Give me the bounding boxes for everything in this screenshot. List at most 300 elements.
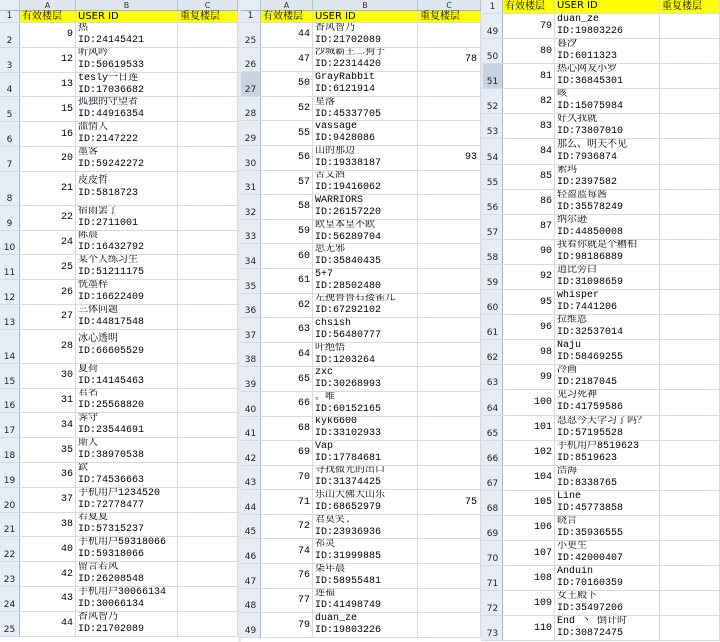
floor-cell[interactable]: 105 <box>503 491 555 515</box>
duplicate-floor-cell[interactable]: 75 <box>418 490 481 514</box>
floor-cell[interactable]: 83 <box>503 114 555 138</box>
user-id-cell[interactable] <box>555 390 660 414</box>
duplicate-floor-cell[interactable] <box>418 171 481 195</box>
duplicate-floor-cell[interactable] <box>660 14 720 38</box>
user-id-cell[interactable] <box>313 392 418 416</box>
user-id-cell[interactable] <box>555 165 660 189</box>
user-id-cell[interactable] <box>313 269 418 293</box>
duplicate-floor-cell[interactable] <box>178 562 238 586</box>
row-number[interactable]: 6 <box>0 122 20 146</box>
row-number[interactable]: 2 <box>0 23 20 47</box>
user-id-cell[interactable] <box>555 39 660 63</box>
user-id-cell[interactable] <box>313 294 418 318</box>
user-id-cell[interactable] <box>76 231 178 255</box>
row-number[interactable]: 21 <box>0 513 20 537</box>
column-letter-a[interactable]: A <box>261 0 313 10</box>
user-id-cell[interactable] <box>76 48 178 72</box>
row-number[interactable]: 59 <box>483 265 503 289</box>
duplicate-floor-cell[interactable] <box>418 294 481 318</box>
duplicate-floor-cell[interactable] <box>660 114 720 138</box>
duplicate-floor-cell[interactable] <box>660 165 720 189</box>
user-id-cell[interactable] <box>76 513 178 537</box>
duplicate-floor-cell[interactable] <box>418 417 481 441</box>
user-id-cell[interactable] <box>555 516 660 540</box>
user-id-cell[interactable] <box>313 367 418 391</box>
row-number[interactable]: 9 <box>0 206 20 230</box>
user-id-cell[interactable] <box>555 14 660 38</box>
user-id-cell[interactable] <box>555 566 660 590</box>
floor-cell[interactable]: 55 <box>261 121 313 145</box>
duplicate-floor-cell[interactable] <box>178 438 238 462</box>
user-id-cell[interactable] <box>313 171 418 195</box>
duplicate-floor-cell[interactable]: 93 <box>418 146 481 170</box>
row-number[interactable]: 23 <box>0 562 20 586</box>
user-id-cell[interactable] <box>76 73 178 97</box>
duplicate-floor-cell[interactable] <box>418 515 481 539</box>
floor-cell[interactable]: 102 <box>503 441 555 465</box>
duplicate-floor-cell[interactable] <box>418 343 481 367</box>
floor-cell[interactable]: 101 <box>503 416 555 440</box>
row-number[interactable]: 55 <box>483 165 503 189</box>
row-number[interactable]: 29 <box>241 121 261 145</box>
header-cell-floor[interactable]: 有效楼层 <box>503 0 555 13</box>
duplicate-floor-cell[interactable] <box>178 231 238 255</box>
row-number[interactable]: 40 <box>241 392 261 416</box>
row-number[interactable]: 25 <box>241 23 261 47</box>
row-number[interactable]: 36 <box>241 294 261 318</box>
user-id-cell[interactable] <box>313 48 418 72</box>
duplicate-floor-cell[interactable] <box>178 122 238 146</box>
column-letter-a[interactable]: A <box>20 0 76 10</box>
user-id-cell[interactable] <box>555 190 660 214</box>
floor-cell[interactable]: 60 <box>261 244 313 268</box>
floor-cell[interactable]: 37 <box>20 488 76 512</box>
user-id-cell[interactable] <box>555 89 660 113</box>
duplicate-floor-cell[interactable] <box>418 269 481 293</box>
user-id-cell[interactable] <box>313 146 418 170</box>
user-id-cell[interactable] <box>76 587 178 611</box>
floor-cell[interactable]: 30 <box>20 364 76 388</box>
user-id-cell[interactable] <box>313 417 418 441</box>
floor-cell[interactable]: 104 <box>503 466 555 490</box>
duplicate-floor-cell[interactable] <box>660 39 720 63</box>
user-id-cell[interactable] <box>76 23 178 47</box>
duplicate-floor-cell[interactable] <box>178 330 238 363</box>
row-number[interactable]: 48 <box>241 589 261 613</box>
duplicate-floor-cell[interactable] <box>418 564 481 588</box>
duplicate-floor-cell[interactable] <box>660 441 720 465</box>
floor-cell[interactable]: 95 <box>503 290 555 314</box>
user-id-cell[interactable] <box>76 438 178 462</box>
row-number[interactable]: 46 <box>241 539 261 563</box>
row-number[interactable]: 1 <box>483 0 503 13</box>
row-number[interactable]: 67 <box>483 466 503 490</box>
row-number[interactable]: 56 <box>483 190 503 214</box>
duplicate-floor-cell[interactable] <box>178 537 238 561</box>
floor-cell[interactable]: 72 <box>261 515 313 539</box>
duplicate-floor-cell[interactable] <box>418 97 481 121</box>
floor-cell[interactable]: 42 <box>20 562 76 586</box>
duplicate-floor-cell[interactable] <box>178 305 238 329</box>
row-number[interactable]: 44 <box>241 490 261 514</box>
user-id-cell[interactable] <box>313 220 418 244</box>
duplicate-floor-cell[interactable] <box>178 587 238 611</box>
row-number[interactable]: 16 <box>0 389 20 413</box>
duplicate-floor-cell[interactable] <box>178 73 238 97</box>
duplicate-floor-cell[interactable] <box>660 290 720 314</box>
user-id-cell[interactable] <box>555 114 660 138</box>
header-cell-user-id[interactable]: USER ID <box>555 0 660 13</box>
user-id-cell[interactable] <box>313 343 418 367</box>
user-id-cell[interactable] <box>76 305 178 329</box>
user-id-cell[interactable] <box>76 280 178 304</box>
row-number[interactable]: 47 <box>241 564 261 588</box>
row-number[interactable]: 52 <box>483 89 503 113</box>
user-id-cell[interactable] <box>555 215 660 239</box>
floor-cell[interactable]: 108 <box>503 566 555 590</box>
user-id-cell[interactable] <box>555 139 660 163</box>
floor-cell[interactable]: 76 <box>261 564 313 588</box>
floor-cell[interactable]: 47 <box>261 48 313 72</box>
floor-cell[interactable]: 82 <box>503 89 555 113</box>
floor-cell[interactable]: 26 <box>20 280 76 304</box>
floor-cell[interactable]: 35 <box>20 438 76 462</box>
user-id-cell[interactable] <box>313 97 418 121</box>
row-number[interactable]: 24 <box>0 587 20 611</box>
row-number[interactable]: 62 <box>483 340 503 364</box>
user-id-cell[interactable] <box>313 466 418 490</box>
user-id-cell[interactable] <box>555 416 660 440</box>
row-number[interactable]: 37 <box>241 318 261 342</box>
row-number[interactable]: 50 <box>483 39 503 63</box>
floor-cell[interactable]: 43 <box>20 587 76 611</box>
duplicate-floor-cell[interactable] <box>418 466 481 490</box>
user-id-cell[interactable] <box>313 539 418 563</box>
user-id-cell[interactable] <box>76 612 178 636</box>
row-number[interactable]: 8 <box>0 172 20 205</box>
duplicate-floor-cell[interactable] <box>660 139 720 163</box>
duplicate-floor-cell[interactable] <box>660 365 720 389</box>
user-id-cell[interactable] <box>555 541 660 565</box>
row-number[interactable]: 64 <box>483 390 503 414</box>
floor-cell[interactable]: 44 <box>261 23 313 47</box>
duplicate-floor-cell[interactable] <box>418 318 481 342</box>
floor-cell[interactable]: 38 <box>20 513 76 537</box>
row-number[interactable]: 68 <box>483 491 503 515</box>
floor-cell[interactable]: 81 <box>503 64 555 88</box>
floor-cell[interactable]: 87 <box>503 215 555 239</box>
row-number[interactable]: 45 <box>241 515 261 539</box>
row-number[interactable]: 27 <box>241 72 261 96</box>
user-id-cell[interactable] <box>555 616 660 640</box>
floor-cell[interactable]: 13 <box>20 73 76 97</box>
row-number[interactable]: 51 <box>483 64 503 88</box>
row-number[interactable]: 72 <box>483 591 503 615</box>
user-id-cell[interactable] <box>313 564 418 588</box>
row-number[interactable]: 30 <box>241 146 261 170</box>
floor-cell[interactable]: 44 <box>20 612 76 636</box>
floor-cell[interactable]: 63 <box>261 318 313 342</box>
floor-cell[interactable]: 84 <box>503 139 555 163</box>
floor-cell[interactable]: 70 <box>261 466 313 490</box>
row-number[interactable]: 25 <box>0 612 20 636</box>
duplicate-floor-cell[interactable] <box>418 589 481 613</box>
row-number[interactable]: 12 <box>0 280 20 304</box>
floor-cell[interactable]: 98 <box>503 340 555 364</box>
floor-cell[interactable]: 50 <box>261 72 313 96</box>
row-number[interactable]: 53 <box>483 114 503 138</box>
user-id-cell[interactable] <box>76 413 178 437</box>
duplicate-floor-cell[interactable] <box>178 147 238 171</box>
duplicate-floor-cell[interactable] <box>660 315 720 339</box>
user-id-cell[interactable] <box>76 122 178 146</box>
user-id-cell[interactable] <box>313 515 418 539</box>
duplicate-floor-cell[interactable] <box>418 72 481 96</box>
row-number[interactable]: 14 <box>0 330 20 363</box>
floor-cell[interactable]: 74 <box>261 539 313 563</box>
user-id-cell[interactable] <box>76 255 178 279</box>
duplicate-floor-cell[interactable] <box>660 566 720 590</box>
duplicate-floor-cell[interactable] <box>418 392 481 416</box>
duplicate-floor-cell[interactable] <box>660 390 720 414</box>
user-id-cell[interactable] <box>313 121 418 145</box>
row-number[interactable]: 7 <box>0 147 20 171</box>
floor-cell[interactable]: 12 <box>20 48 76 72</box>
floor-cell[interactable]: 31 <box>20 389 76 413</box>
duplicate-floor-cell[interactable] <box>178 255 238 279</box>
header-cell-floor[interactable]: 有效楼层 <box>20 11 76 22</box>
user-id-cell[interactable] <box>76 463 178 487</box>
floor-cell[interactable]: 58 <box>261 195 313 219</box>
duplicate-floor-cell[interactable] <box>178 280 238 304</box>
floor-cell[interactable]: 85 <box>503 165 555 189</box>
row-number[interactable]: 3 <box>0 48 20 72</box>
floor-cell[interactable]: 25 <box>20 255 76 279</box>
duplicate-floor-cell[interactable] <box>660 190 720 214</box>
row-number[interactable]: 10 <box>0 231 20 255</box>
row-number[interactable]: 1 <box>241 11 261 22</box>
user-id-cell[interactable] <box>555 441 660 465</box>
floor-cell[interactable]: 80 <box>503 39 555 63</box>
duplicate-floor-cell[interactable] <box>660 466 720 490</box>
floor-cell[interactable]: 15 <box>20 97 76 121</box>
duplicate-floor-cell[interactable] <box>660 541 720 565</box>
duplicate-floor-cell[interactable] <box>178 612 238 636</box>
user-id-cell[interactable] <box>555 290 660 314</box>
row-number[interactable]: 57 <box>483 215 503 239</box>
duplicate-floor-cell[interactable] <box>418 220 481 244</box>
duplicate-floor-cell[interactable] <box>660 516 720 540</box>
user-id-cell[interactable] <box>313 589 418 613</box>
floor-cell[interactable]: 110 <box>503 616 555 640</box>
row-number[interactable]: 63 <box>483 365 503 389</box>
column-letter-c[interactable]: C <box>418 0 481 10</box>
row-number[interactable]: 58 <box>483 240 503 264</box>
column-letter-b[interactable]: B <box>313 0 418 10</box>
row-number[interactable]: 41 <box>241 417 261 441</box>
floor-cell[interactable]: 56 <box>261 146 313 170</box>
floor-cell[interactable]: 90 <box>503 240 555 264</box>
row-number[interactable]: 35 <box>241 269 261 293</box>
floor-cell[interactable]: 69 <box>261 441 313 465</box>
duplicate-floor-cell[interactable] <box>660 416 720 440</box>
user-id-cell[interactable] <box>555 340 660 364</box>
row-number[interactable]: 28 <box>241 97 261 121</box>
row-number[interactable]: 69 <box>483 516 503 540</box>
duplicate-floor-cell[interactable] <box>418 244 481 268</box>
floor-cell[interactable]: 16 <box>20 122 76 146</box>
row-number[interactable]: 31 <box>241 171 261 195</box>
floor-cell[interactable]: 106 <box>503 516 555 540</box>
user-id-cell[interactable] <box>76 562 178 586</box>
header-cell-duplicate[interactable]: 重复楼层 <box>660 0 720 13</box>
row-number[interactable]: 22 <box>0 537 20 561</box>
user-id-cell[interactable] <box>76 147 178 171</box>
duplicate-floor-cell[interactable] <box>178 206 238 230</box>
row-number[interactable]: 73 <box>483 616 503 640</box>
duplicate-floor-cell[interactable] <box>660 491 720 515</box>
floor-cell[interactable]: 22 <box>20 206 76 230</box>
floor-cell[interactable]: 107 <box>503 541 555 565</box>
header-cell-duplicate[interactable]: 重复楼层 <box>418 11 481 22</box>
floor-cell[interactable]: 77 <box>261 589 313 613</box>
row-number[interactable]: 26 <box>241 48 261 72</box>
duplicate-floor-cell[interactable] <box>178 172 238 205</box>
user-id-cell[interactable] <box>555 365 660 389</box>
row-number[interactable]: 19 <box>0 463 20 487</box>
row-number[interactable]: 42 <box>241 441 261 465</box>
duplicate-floor-cell[interactable] <box>418 613 481 637</box>
floor-cell[interactable]: 99 <box>503 365 555 389</box>
floor-cell[interactable]: 71 <box>261 490 313 514</box>
header-cell-user-id[interactable]: USER ID <box>76 11 178 22</box>
duplicate-floor-cell[interactable] <box>660 89 720 113</box>
row-number[interactable]: 49 <box>483 14 503 38</box>
row-number[interactable]: 15 <box>0 364 20 388</box>
row-number[interactable]: 20 <box>0 488 20 512</box>
column-letter-c[interactable]: C <box>178 0 238 10</box>
user-id-cell[interactable] <box>76 488 178 512</box>
row-number[interactable]: 11 <box>0 255 20 279</box>
duplicate-floor-cell[interactable] <box>660 265 720 289</box>
user-id-cell[interactable] <box>76 364 178 388</box>
floor-cell[interactable]: 109 <box>503 591 555 615</box>
user-id-cell[interactable] <box>555 591 660 615</box>
header-cell-duplicate[interactable]: 重复楼层 <box>178 11 238 22</box>
duplicate-floor-cell[interactable] <box>178 488 238 512</box>
row-number[interactable]: 66 <box>483 441 503 465</box>
duplicate-floor-cell[interactable] <box>418 367 481 391</box>
row-number[interactable]: 1 <box>0 11 20 22</box>
duplicate-floor-cell[interactable] <box>178 513 238 537</box>
duplicate-floor-cell[interactable] <box>418 121 481 145</box>
header-cell-user-id[interactable]: USER ID <box>313 11 418 22</box>
row-number[interactable]: 65 <box>483 416 503 440</box>
duplicate-floor-cell[interactable] <box>178 463 238 487</box>
user-id-cell[interactable] <box>555 240 660 264</box>
user-id-cell[interactable] <box>555 491 660 515</box>
duplicate-floor-cell[interactable] <box>660 340 720 364</box>
floor-cell[interactable]: 40 <box>20 537 76 561</box>
user-id-cell[interactable] <box>76 97 178 121</box>
duplicate-floor-cell[interactable] <box>660 591 720 615</box>
floor-cell[interactable]: 79 <box>503 14 555 38</box>
floor-cell[interactable]: 52 <box>261 97 313 121</box>
row-number[interactable]: 61 <box>483 315 503 339</box>
user-id-cell[interactable] <box>313 490 418 514</box>
user-id-cell[interactable] <box>555 265 660 289</box>
row-number[interactable]: 43 <box>241 466 261 490</box>
floor-cell[interactable]: 9 <box>20 23 76 47</box>
floor-cell[interactable]: 65 <box>261 367 313 391</box>
user-id-cell[interactable] <box>313 195 418 219</box>
user-id-cell[interactable] <box>313 244 418 268</box>
column-letter-b[interactable]: B <box>76 0 178 10</box>
row-number[interactable]: 38 <box>241 343 261 367</box>
user-id-cell[interactable] <box>313 72 418 96</box>
row-number[interactable]: 18 <box>0 438 20 462</box>
floor-cell[interactable]: 34 <box>20 413 76 437</box>
floor-cell[interactable]: 61 <box>261 269 313 293</box>
user-id-cell[interactable] <box>76 206 178 230</box>
user-id-cell[interactable] <box>76 330 178 363</box>
user-id-cell[interactable] <box>555 466 660 490</box>
row-number[interactable]: 71 <box>483 566 503 590</box>
row-number[interactable]: 34 <box>241 244 261 268</box>
floor-cell[interactable]: 62 <box>261 294 313 318</box>
row-number[interactable]: 54 <box>483 139 503 163</box>
duplicate-floor-cell[interactable] <box>418 195 481 219</box>
floor-cell[interactable]: 64 <box>261 343 313 367</box>
row-number[interactable]: 33 <box>241 220 261 244</box>
floor-cell[interactable]: 68 <box>261 417 313 441</box>
user-id-cell[interactable] <box>313 23 418 47</box>
row-number[interactable]: 13 <box>0 305 20 329</box>
floor-cell[interactable]: 66 <box>261 392 313 416</box>
floor-cell[interactable]: 28 <box>20 330 76 363</box>
duplicate-floor-cell[interactable] <box>660 616 720 640</box>
floor-cell[interactable]: 57 <box>261 171 313 195</box>
duplicate-floor-cell[interactable] <box>418 441 481 465</box>
row-number[interactable]: 32 <box>241 195 261 219</box>
floor-cell[interactable]: 100 <box>503 390 555 414</box>
user-id-cell[interactable] <box>313 613 418 637</box>
duplicate-floor-cell[interactable] <box>178 23 238 47</box>
duplicate-floor-cell[interactable] <box>178 97 238 121</box>
duplicate-floor-cell[interactable] <box>660 215 720 239</box>
user-id-cell[interactable] <box>313 318 418 342</box>
floor-cell[interactable]: 86 <box>503 190 555 214</box>
floor-cell[interactable]: 20 <box>20 147 76 171</box>
duplicate-floor-cell[interactable] <box>178 389 238 413</box>
row-number[interactable]: 17 <box>0 413 20 437</box>
duplicate-floor-cell[interactable] <box>418 539 481 563</box>
duplicate-floor-cell[interactable] <box>178 48 238 72</box>
user-id-cell[interactable] <box>313 441 418 465</box>
floor-cell[interactable]: 92 <box>503 265 555 289</box>
floor-cell[interactable]: 59 <box>261 220 313 244</box>
user-id-cell[interactable] <box>76 172 178 205</box>
duplicate-floor-cell[interactable] <box>178 413 238 437</box>
user-id-cell[interactable] <box>555 64 660 88</box>
floor-cell[interactable]: 24 <box>20 231 76 255</box>
duplicate-floor-cell[interactable] <box>418 23 481 47</box>
row-number[interactable]: 5 <box>0 97 20 121</box>
row-number[interactable]: 39 <box>241 367 261 391</box>
row-number[interactable]: 4 <box>0 73 20 97</box>
duplicate-floor-cell[interactable] <box>660 240 720 264</box>
row-number[interactable]: 60 <box>483 290 503 314</box>
